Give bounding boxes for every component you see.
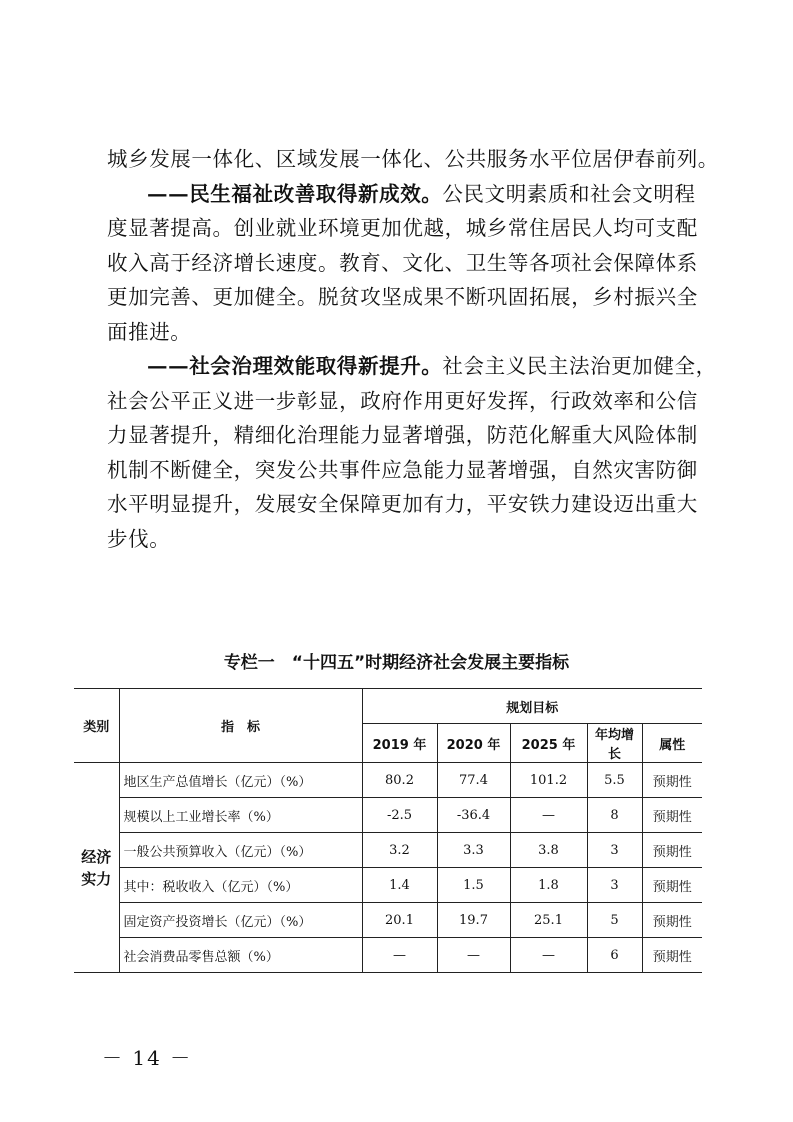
value-2020: 3.3 xyxy=(437,833,510,868)
value-2019: 3.2 xyxy=(362,833,437,868)
paragraph-line xyxy=(107,487,707,522)
value-attr: 预期性 xyxy=(642,868,702,903)
table-row xyxy=(74,903,702,938)
paragraph-line xyxy=(107,177,707,212)
paragraph-line xyxy=(107,211,707,246)
value-growth: 5.5 xyxy=(587,763,642,798)
header-2025: 2025 年 xyxy=(510,724,587,763)
line-text: 更加完善、更加健全。脱贫攻坚成果不断巩固拓展，乡村振兴全 xyxy=(107,285,698,309)
line-text: 度显著提高。创业就业环境更加优越，城乡常住居民人均可支配 xyxy=(107,216,698,240)
header-2020: 2020 年 xyxy=(437,724,510,763)
value-2025: 101.2 xyxy=(510,763,587,798)
paragraph-line xyxy=(107,522,707,557)
paragraph-line xyxy=(107,349,717,384)
section-lead: ——社会治理效能取得新提升。 xyxy=(147,354,443,378)
body-text xyxy=(107,142,719,556)
table-row xyxy=(74,763,702,798)
value-2020: — xyxy=(437,938,510,973)
line-text: 城乡发展一体化、区域发展一体化、公共服务水平位居伊春前列。 xyxy=(107,147,719,171)
header-growth: 年均增长 xyxy=(587,724,642,763)
table-row xyxy=(74,868,702,903)
line-text: 机制不断健全，突发公共事件应急能力显著增强，自然灾害防御 xyxy=(107,457,698,482)
paragraph-line xyxy=(107,418,707,453)
header-row xyxy=(74,689,702,724)
paragraph-line xyxy=(107,384,707,419)
header-plan: 规划目标 xyxy=(362,689,702,724)
category-label: 实力 xyxy=(81,869,112,888)
value-2019: 20.1 xyxy=(362,903,437,938)
value-2025: — xyxy=(510,798,587,833)
value-2025: 3.8 xyxy=(510,833,587,868)
value-2025: — xyxy=(510,938,587,973)
header-attr: 属性 xyxy=(642,724,702,763)
indicator-cell: 社会消费品零售总额（%） xyxy=(119,938,362,973)
section-lead: ——民生福祉改善取得新成效。 xyxy=(147,181,443,206)
paragraph-line xyxy=(107,453,707,488)
table-caption: 专栏一 “十四五”时期经济社会发展主要指标 xyxy=(223,653,570,673)
page-number: － 14 － xyxy=(102,1046,193,1070)
value-2020: 19.7 xyxy=(437,903,510,938)
line-text: 水平明显提升，发展安全保障更加有力，平安铁力建设迈出重大 xyxy=(107,492,698,516)
indicator-cell: 地区生产总值增长（亿元）（%） xyxy=(119,763,362,798)
value-2020: 1.5 xyxy=(437,868,510,903)
indicators-table xyxy=(74,688,702,973)
value-2019: — xyxy=(362,938,437,973)
value-growth: 8 xyxy=(587,798,642,833)
value-2019: 1.4 xyxy=(362,868,437,903)
line-text: 步伐。 xyxy=(107,526,171,551)
line-text: 收入高于经济增长速度。教育、文化、卫生等各项社会保障体系 xyxy=(107,250,698,275)
table-row xyxy=(74,798,702,833)
header-category: 类别 xyxy=(74,689,119,763)
indicator-cell: 一般公共预算收入（亿元）（%） xyxy=(119,833,362,868)
value-2019: 80.2 xyxy=(362,763,437,798)
header-indicator: 指 标 xyxy=(119,689,362,763)
line-text: 公民文明素质和社会文明程 xyxy=(442,181,696,206)
line-text: 社会主义民主法治更加健全， xyxy=(442,354,717,378)
category-cell xyxy=(74,763,119,973)
table-row xyxy=(74,938,702,973)
indicator-cell: 其中：税收收入（亿元）（%） xyxy=(119,868,362,903)
value-growth: 3 xyxy=(587,868,642,903)
value-2019: -2.5 xyxy=(362,798,437,833)
value-attr: 预期性 xyxy=(642,903,702,938)
line-text: 力显著提升，精细化治理能力显著增强，防范化解重大风险体制 xyxy=(107,423,698,447)
value-attr: 预期性 xyxy=(642,763,702,798)
paragraph-line xyxy=(107,315,707,350)
header-2019: 2019 年 xyxy=(362,724,437,763)
value-growth: 6 xyxy=(587,938,642,973)
paragraph-line xyxy=(107,280,707,315)
paragraph-line xyxy=(107,246,707,281)
indicator-cell: 固定资产投资增长（亿元）（%） xyxy=(119,903,362,938)
category-label: 经济 xyxy=(81,847,112,866)
line-text: 社会公平正义进一步彰显，政府作用更好发挥，行政效率和公信 xyxy=(107,388,698,413)
value-attr: 预期性 xyxy=(642,938,702,973)
paragraph-line xyxy=(107,142,719,177)
value-attr: 预期性 xyxy=(642,833,702,868)
value-2025: 25.1 xyxy=(510,903,587,938)
value-2025: 1.8 xyxy=(510,868,587,903)
indicator-cell: 规模以上工业增长率（%） xyxy=(119,798,362,833)
table-row xyxy=(74,833,702,868)
value-attr: 预期性 xyxy=(642,798,702,833)
value-growth: 3 xyxy=(587,833,642,868)
value-2020: 77.4 xyxy=(437,763,510,798)
value-growth: 5 xyxy=(587,903,642,938)
line-text: 面推进。 xyxy=(107,319,192,344)
value-2020: -36.4 xyxy=(437,798,510,833)
